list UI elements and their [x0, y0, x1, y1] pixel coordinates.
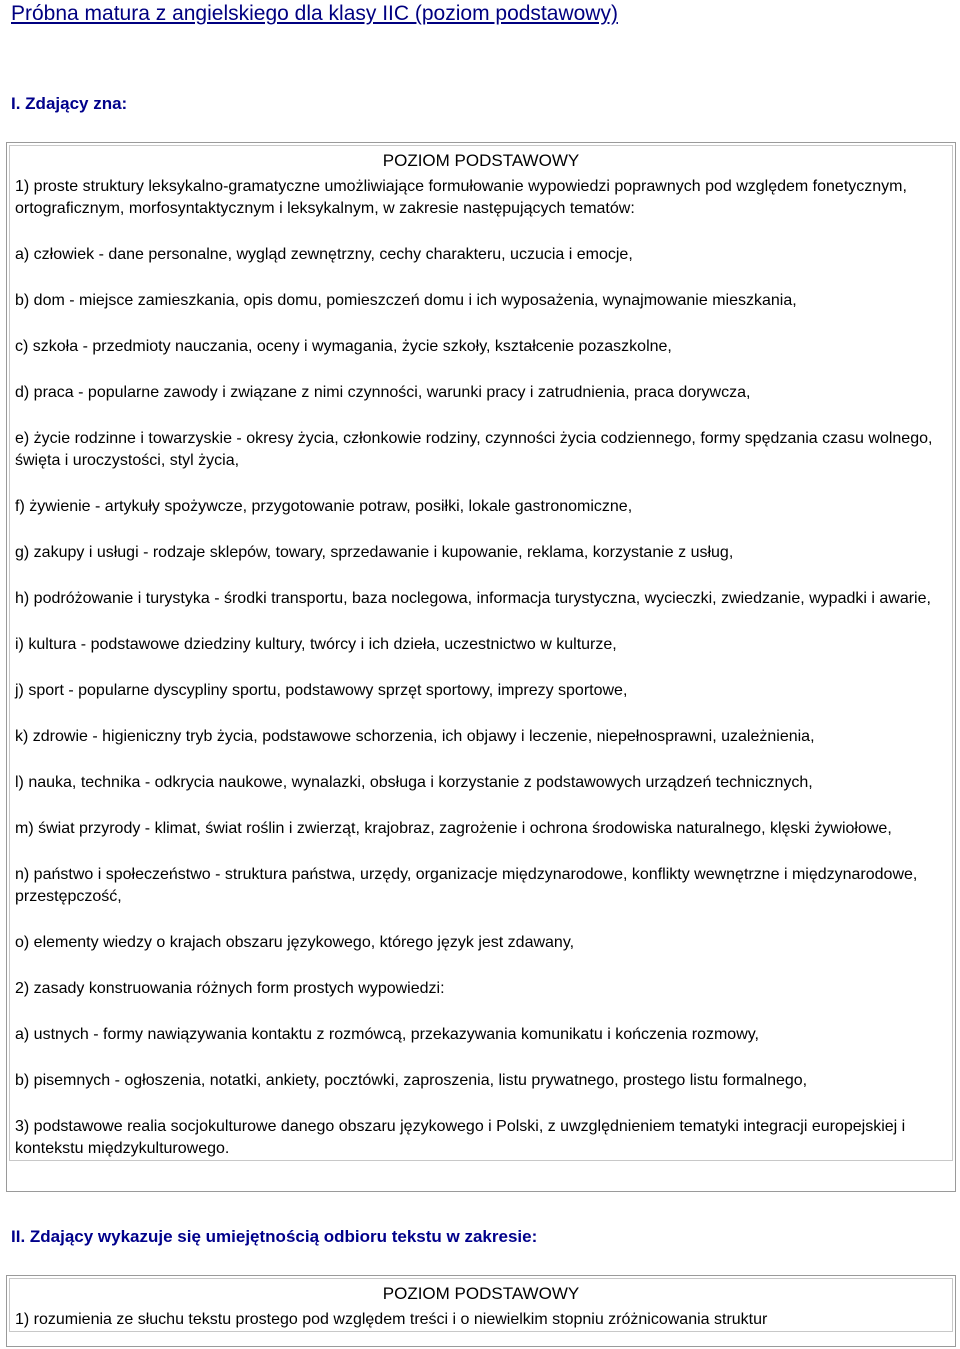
- section-2-cell: [9, 1278, 953, 1332]
- section-2-heading: II. Zdający wykazuje się umiejętnością odbioru tekstu w zakresie:: [11, 1227, 538, 1246]
- level-title: POZIOM PODSTAWOWY: [382, 151, 580, 170]
- list-item: b) dom - miejsce zamieszkania, opis domu, pomieszczeń domu i ich wyposażenia, wynajmowanie mieszkania,: [15, 292, 797, 309]
- list-item: k) zdrowie - higieniczny tryb życia, podstawowe schorzenia, ich objawy i leczenie, niepełnosprawni, uzależnienia,: [15, 728, 815, 745]
- list-item: 3) podstawowe realia socjokulturowe danego obszaru językowego i Polski, z uwzględnieniem tematyki integracji europejskiej i kontekstu międzykulturowego.: [15, 1118, 906, 1157]
- list-item: b) pisemnych - ogłoszenia, notatki, ankiety, pocztówki, zaproszenia, listu prywatnego, prostego listu formalnego,: [15, 1072, 808, 1089]
- list-item: a) człowiek - dane personalne, wygląd zewnętrzny, cechy charakteru, uczucia i emocje,: [15, 246, 633, 263]
- list-item: d) praca - popularne zawody i związane z nimi czynności, warunki pracy i zatrudnienia, praca dorywcza,: [15, 384, 751, 401]
- list-item: a) ustnych - formy nawiązywania kontaktu z rozmówcą, przekazywania komunikatu i kończenia rozmowy,: [15, 1026, 759, 1043]
- list-item: 1) rozumienia ze słuchu tekstu prostego pod względem treści i o niewielkim stopniu zróżnicowania struktur: [15, 1311, 768, 1328]
- list-item: f) żywienie - artykuły spożywcze, przygotowanie potraw, posiłki, lokale gastronomiczne,: [15, 498, 633, 515]
- list-item: h) podróżowanie i turystyka - środki transportu, baza noclegowa, informacja turystyczna, wycieczki, zwiedzanie, wypadki i awarie,: [15, 590, 931, 607]
- level-title: POZIOM PODSTAWOWY: [382, 1284, 580, 1303]
- section-1-cell: [9, 145, 953, 1161]
- list-item: i) kultura - podstawowe dziedziny kultury, twórcy i ich dzieła, uczestnictwo w kulturze,: [15, 636, 617, 653]
- list-item: 2) zasady konstruowania różnych form prostych wypowiedzi:: [15, 980, 445, 997]
- document-title[interactable]: Próbna matura z angielskiego dla klasy IIC (poziom podstawowy): [11, 2, 618, 25]
- list-item: e) życie rodzinne i towarzyskie - okresy życia, członkowie rodziny, czynności życia codziennego, formy spędzania czasu wolnego, święta i uroczystości, styl życia,: [15, 430, 933, 469]
- list-item: j) sport - popularne dyscypliny sportu, podstawowy sprzęt sportowy, imprezy sportowe,: [15, 682, 628, 699]
- list-item: n) państwo i społeczeństwo - struktura państwa, urzędy, organizacje międzynarodowe, konflikty wewnętrzne i międzynarodowe, przestępczość,: [15, 866, 918, 905]
- list-item: l) nauka, technika - odkrycia naukowe, wynalazki, obsługa i korzystanie z podstawowych urządzeń technicznych,: [15, 774, 813, 791]
- list-item: c) szkoła - przedmioty nauczania, oceny i wymagania, życie szkoły, kształcenie pozaszkolne,: [15, 338, 672, 355]
- list-item: o) elementy wiedzy o krajach obszaru językowego, którego język jest zdawany,: [15, 934, 575, 951]
- list-item: g) zakupy i usługi - rodzaje sklepów, towary, sprzedawanie i kupowanie, reklama, korzystanie z usług,: [15, 544, 734, 561]
- section-1-table: [6, 142, 956, 1192]
- section-2-table: [6, 1275, 956, 1347]
- section-1-heading: I. Zdający zna:: [11, 94, 128, 113]
- list-item: m) świat przyrody - klimat, świat roślin i zwierząt, krajobraz, zagrożenie i ochrona środowiska naturalnego, klęski żywiołowe,: [15, 820, 892, 837]
- list-item: 1) proste struktury leksykalno-gramatyczne umożliwiające formułowanie wypowiedzi poprawnych pod względem fonetycznym, ortograficznym, morfosyntaktycznym i leksykalnym, w zakresie następujących tematów:: [15, 178, 907, 217]
